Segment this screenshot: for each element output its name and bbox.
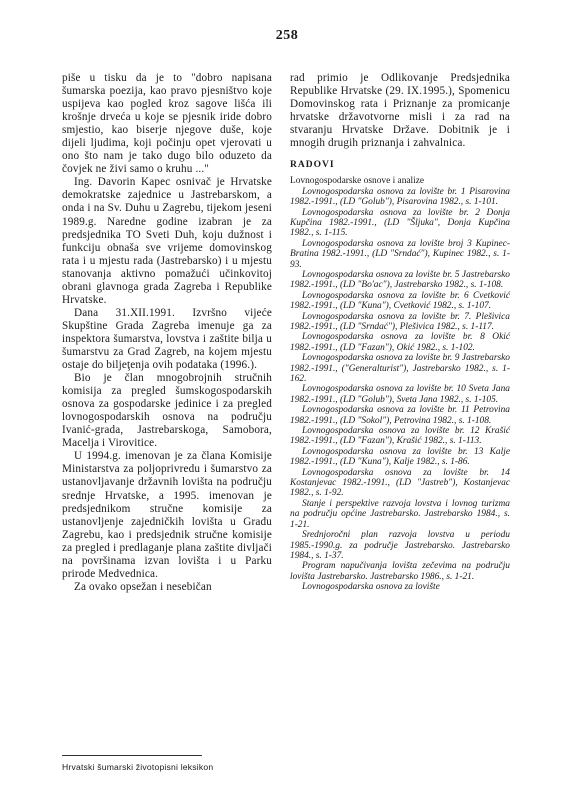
works-item: Lovnogospodarska osnova za lovište br. 2 Donja Kupčina 1982.-1991., (LD "Šljuka", Donja Kupčina 1982., s. 1-115.: [290, 207, 510, 239]
works-item: Lovnogospodarska osnova za lovište br. 6 Cvetković 1982.-1991., (LD "Kuna"), Cvetković 1982., s. 1-107.: [290, 290, 510, 312]
footer-divider: [62, 755, 202, 756]
page-number: 258: [275, 28, 299, 43]
left-paragraph: Dana 31.XII.1991. Izvršno vijeće Skupštine Grada Zagreba imenuje ga za inspektora šumarstva, lovstva i zaštite bilja u šumarstvu za Grad Zagreb, na kojem mjestu ostaje do biljeţenja ovih podataka (1996.).: [62, 306, 272, 372]
works-item: Program napučivanja lovišta zečevima na području lovišta Jastrebarsko. Jastrebarsko 1986., s. 1-21.: [290, 561, 510, 582]
left-column: [62, 72, 272, 594]
works-item: Lovnogospodarska osnova za lovište broj 3 Kupinec-Bratina 1982.-1991., (LD "Srndać"), Kupinec 1982., s. 1-93.: [290, 238, 510, 270]
works-item: Lovnogospodarska osnova za lovište br. 10 Sveta Jana 1982.-1991., (LD "Golub"), Sveta Jana 1982., s. 1-105.: [290, 384, 510, 405]
left-paragraph: U 1994.g. imenovan je za člana Komisije Ministarstva za poljoprivredu i šumarstvo za ustanovljavanje državnih lovišta na području srednje Hrvatske, a 1995. imenovan je predsjednikom stručne komisije za ustanovljenje zajedničkih lovišta u Gradu Zagrebu, kao i predsjednik stručne komisije za pregled i predlaganje plana zaštite divljači na površinama izvan lovišta i u Parku prirode Medvednica.: [62, 450, 272, 580]
works-item: Lovnogospodarska osnova za lovište br. 1 Pisarovina 1982.-1991., (LD "Golub"), Pisarovina 1982., s. 1-101.: [290, 186, 510, 208]
works-item: Lovnogospodarska osnova za lovište br. 11 Petrovina 1982.-1991., (LD "Sokol"), Petrovina 1982., s. 1-108.: [290, 405, 510, 426]
right-column: [290, 72, 510, 593]
works-heading: RADOVI: [290, 160, 335, 171]
works-list: [290, 176, 510, 592]
footer-title: Hrvatski šumarski životopisni leksikon: [62, 762, 214, 772]
works-item: Lovnogospodarske osnove i analize: [290, 176, 425, 187]
works-item: Srednjoročni plan razvoja lovstva u periodu 1985.-1990.g. za područje Jastrebarsko. Jastrebarsko 1984., s. 1-37.: [290, 530, 510, 561]
left-paragraph: Ing. Davorin Kapec osnivač je Hrvatske demokratske zajednice u Jastrebarskom, a onda i na Sv. Duhu u Zagrebu, tijekom jeseni 1989.g. Naredne godine izabran je za predsjednika TO Sveti Duh, koju dužnost i funkciju obnaša sve vrijeme domovinskog rata i u mjestu rada (Jastrebarsko) i u mjestu stanovanja aktivno pomažući učinkovitoj obrani glavnoga grada Zagreba i Republike Hrvatske.: [62, 176, 272, 306]
works-item: Lovnogospodarska osnova za lovište br. 14 Kostanjevac 1982.-1991., (LD "Jastreb"), Kostanjevac 1982., s. 1-92.: [290, 467, 510, 499]
works-item: Lovnogospodarska osnova za lovište: [302, 582, 440, 593]
right-lead: [290, 72, 510, 150]
works-item: Lovnogospodarska osnova za lovište br. 7. Plešivica 1982.-1991., (LD "Srndać"), Plešivica 1982., s. 1-117.: [290, 311, 510, 332]
right-lead-paragraph: rad primio je Odlikovanje Predsjednika Republike Hrvatske (29. IX.1995.), Spomenicu Domovinskog rata i Priznanje za promicanje hrvatske državotvorne misli i za rad na stvaranju Hrvatske Države. Dobitnik je i mnogih drugih priznanja i zahvalnica.: [290, 72, 510, 150]
works-item: Lovnogospodarska osnova za lovište br. 9 Jastrebarsko 1982.-1991., ("Generalturist"), Jastrebarsko 1982., s. 1-162.: [290, 353, 510, 384]
works-item: Lovnogospodarska osnova za lovište br. 12 Krašić 1982.-1991., (LD "Fazan"), Krašić 1982., s. 1-113.: [290, 426, 510, 447]
left-paragraph: Bio je član mnogobrojnih stručnih komisija za pregled šumskogospodarskih osnova za gospodarske jedinice i za pregled lovnogospodarskih osnova na području Ivanić-grada, Jastrebarskoga, Samobora, Macelja i Virovitice.: [62, 372, 272, 450]
works-item: Stanje i perspektive razvoja lovstva i lovnog turizma na području općine Jastrebarsko. Jastrebarsko 1984., s. 1-21.: [290, 498, 510, 530]
left-paragraph: piše u tisku da je to "dobro napisana šumarska poezija, kao pravo pjesništvo koje uspijeva kao pogled kroz sagove lišća ili krošnje drveća u koje se pjesnik iride dobro smjestio, kao biserje njegove duše, koje dijeli ljudima, koji počinju opet vjerovati u ono što nam je tako dugo bilo oduzeto da čovjek ne živi samo o kruhu ...": [62, 72, 272, 176]
left-paragraph: Za ovako opsežan i nesebičan: [74, 580, 212, 593]
works-item: Lovnogospodarska osnova za lovište br. 13 Kalje 1982.-1991., (LD "Kuna"), Kalje 1982., s. 1-86.: [290, 446, 510, 468]
works-item: Lovnogospodarska osnova za lovište br. 8 Okić 1982.-1991., (LD "Fazan"), Okić 1982., s. 1-102.: [290, 332, 510, 353]
works-item: Lovnogospodarska osnova za lovište br. 5 Jastrebarsko 1982.-1991., (LD "Bo'ac"), Jastrebarsko 1982., s. 1-108.: [290, 269, 510, 291]
